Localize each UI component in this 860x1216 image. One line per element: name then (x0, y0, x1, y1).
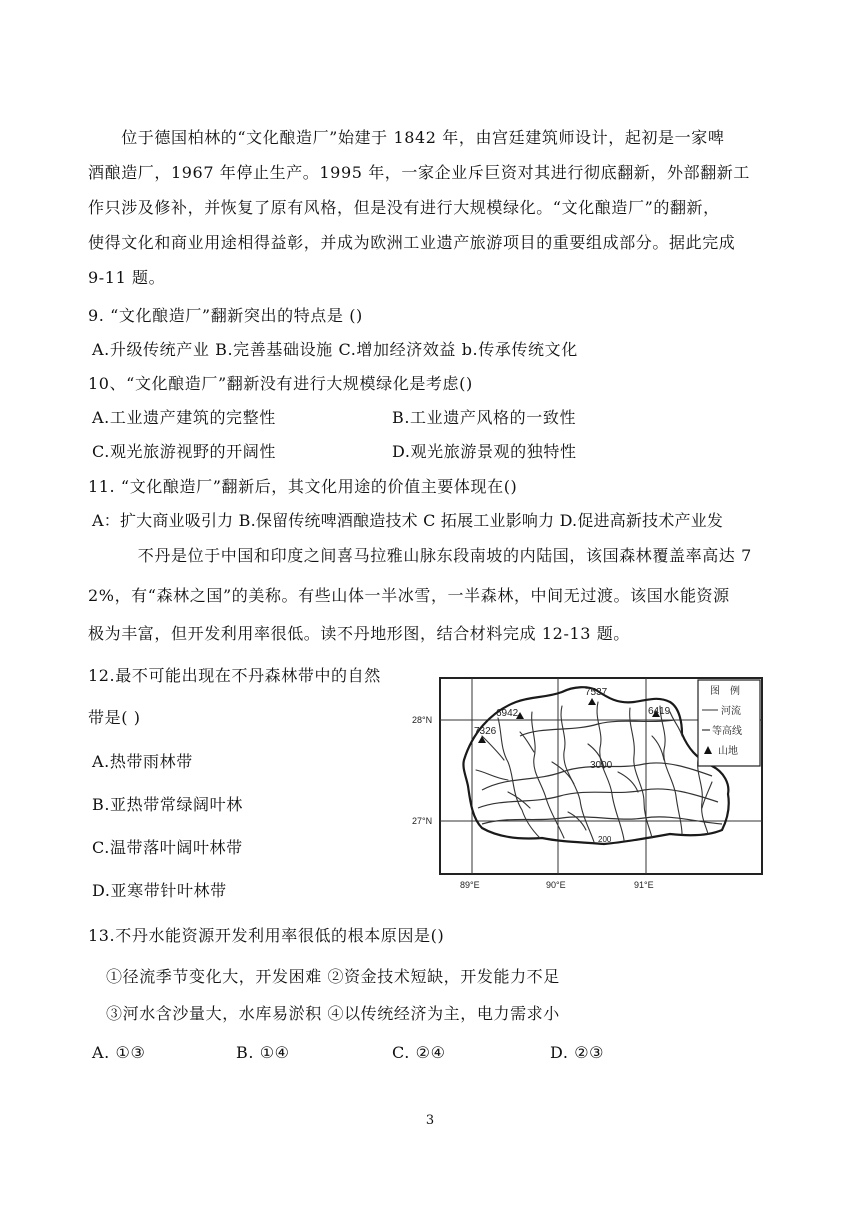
question-12-option-d: D.亚寒带针叶林带 (92, 881, 227, 900)
legend-title: 图 例 (710, 686, 740, 697)
elevation-200: 200 (598, 835, 612, 844)
elevation-6419: 6419 (648, 706, 671, 717)
question-13-option-c: C. ②④ (392, 1043, 446, 1062)
elevation-3000: 3000 (590, 760, 613, 771)
question-13-option-d: D. ②③ (550, 1043, 605, 1062)
question-9-stem: 9. “文化酿造厂”翻新突出的特点是 () (88, 306, 363, 325)
question-13-statements-1: ①径流季节变化大，开发困难 ②资金技术短缺，开发能力不足 (106, 967, 560, 986)
legend-contour-label: 等高线 (712, 726, 742, 737)
question-12-stem-2: 带是( ) (88, 708, 141, 727)
question-10-stem: 10、“文化酿造厂”翻新没有进行大规模绿化是考虑() (88, 374, 473, 393)
question-10-option-c: C.观光旅游视野的开阔性 (92, 442, 276, 461)
passage-1-line-2: 酒酿造厂，1967 年停止生产。1995 年，一家企业斥巨资对其进行彻底翻新，外部翻新工 (88, 163, 751, 182)
lat-28n-label: 28°N (412, 715, 433, 725)
question-12-option-a: A.热带雨林带 (92, 752, 193, 771)
question-9-options: A.升级传统产业 B.完善基础设施 C.增加经济效益 b.传承传统文化 (92, 340, 578, 359)
elevation-6942: 6942 (496, 708, 519, 719)
question-10-option-d: D.观光旅游景观的独特性 (392, 442, 577, 461)
passage-1-line-1: 位于德国柏林的“文化酿造厂”始建于 1842 年，由宫廷建筑师设计，起初是一家啤 (88, 128, 725, 147)
passage-1-line-4: 使得文化和商业用途相得益彰，并成为欧洲工业遗产旅游项目的重要组成部分。据此完成 (88, 233, 736, 252)
question-13-option-b: B. ①④ (236, 1043, 290, 1062)
question-12-stem-1: 12.最不可能出现在不丹森林带中的自然 (88, 666, 381, 685)
passage-2-line-1: 不丹是位于中国和印度之间喜马拉雅山脉东段南坡的内陆国，该国森林覆盖率高达 7 (88, 546, 752, 565)
lon-91e-label: 91°E (634, 880, 654, 890)
passage-2-line-3: 极为丰富，但开发利用率很低。读不丹地形图，结合材料完成 12-13 题。 (88, 624, 630, 643)
lon-89e-label: 89°E (460, 880, 480, 890)
bhutan-topographic-map (412, 672, 772, 904)
elevation-7537: 7537 (585, 687, 608, 698)
passage-1-line-3: 作只涉及修补，并恢复了原有风格，但是没有进行大规模绿化。“文化酿造厂”的翻新， (88, 198, 720, 217)
lon-90e-label: 90°E (546, 880, 566, 890)
legend-mountain-label: 山地 (718, 746, 738, 757)
question-12-option-b: B.亚热带常绿阔叶林 (92, 795, 243, 814)
passage-2-line-2: 2%，有“森林之国”的美称。有些山体一半冰雪，一半森林，中间无过渡。该国水能资源 (88, 586, 730, 605)
question-13-statements-2: ③河水含沙量大，水库易淤积 ④以传统经济为主，电力需求小 (106, 1004, 560, 1023)
lat-27n-label: 27°N (412, 816, 433, 826)
question-11-options: A：扩大商业吸引力 B.保留传统啤酒酿造技术 C 拓展工业影响力 D.促进高新技术产业发 (92, 511, 724, 530)
elevation-7326: 7326 (474, 726, 497, 737)
question-12-option-c: C.温带落叶阔叶林带 (92, 838, 243, 857)
legend-river-label: 河流 (721, 706, 741, 717)
question-10-option-b: B.工业遗产风格的一致性 (392, 408, 577, 427)
question-13-stem: 13.不丹水能资源开发利用率很低的根本原因是() (88, 926, 445, 945)
question-13-option-a: A. ①③ (92, 1043, 146, 1062)
passage-1-line-5: 9-11 题。 (88, 268, 166, 287)
question-11-stem: 11. “文化酿造厂”翻新后，其文化用途的价值主要体现在() (88, 477, 518, 496)
question-10-option-a: A.工业遗产建筑的完整性 (92, 408, 276, 427)
page-number: 3 (425, 1113, 435, 1128)
map-legend (698, 680, 760, 766)
